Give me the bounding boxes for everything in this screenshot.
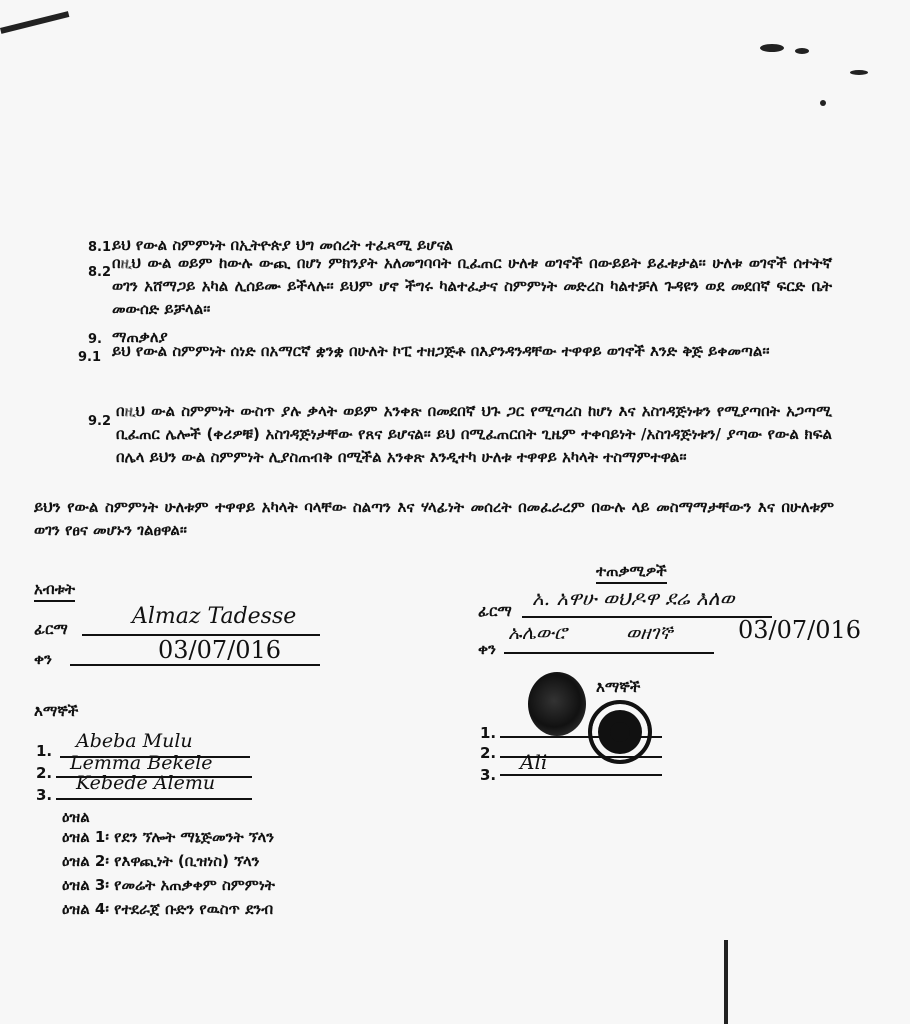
witness-number: 1. (480, 724, 497, 742)
clause-number: 9.1 (78, 350, 102, 365)
witness-line (500, 736, 662, 738)
fingerprint-stamp (528, 672, 586, 736)
right-party-title: ተጠቃሚዎች (596, 560, 667, 584)
witness-signature: Abeba Mulu (76, 730, 193, 752)
scan-speck (795, 48, 809, 54)
right-date-label: ቀን (478, 640, 496, 658)
witness-number: 3. (36, 786, 53, 804)
clause-text: ይህ የውል ስምምነት ሰነድ በአማርኛ ቋንቋ በሁለት ኮፒ ተዘጋጅቶ በእያንዳንዳቸው ተዋዋይ ወገኖች እንድ ቅጅ ይቀመጣል፡፡ (112, 342, 770, 360)
witness-signature: Lemma Bekele (70, 752, 213, 774)
section-title: ማጠቃለያ (112, 328, 168, 346)
right-signature: አ. አዋሁ ወህዶዋ ደሬ እለወ (532, 586, 735, 610)
witness-number: 1. (36, 742, 53, 760)
right-date-prefix: ኡሌውሮ (508, 622, 567, 644)
official-seal (588, 700, 652, 764)
clause-text: ይህ የውል ስምምነት በኢትዮጵያ ህግ መሰረት ተፈጻሚ ይሆናል (112, 236, 454, 254)
left-signature: Almaz Tadesse (132, 604, 297, 629)
left-date-line (70, 664, 320, 666)
left-date-label: ቀን (34, 650, 52, 668)
left-date: 03/07/016 (158, 636, 282, 664)
witness-number: 2. (480, 744, 497, 762)
left-signature-label: ፊርማ (34, 620, 68, 638)
scan-edge-mark (0, 11, 69, 34)
clause-number: 8.2 (88, 265, 112, 280)
witness-number: 2. (36, 764, 53, 782)
witness-signature: Ali (520, 750, 548, 774)
scan-speck (760, 44, 784, 52)
attachment-item: ዕዝል 4፡ የተደራጀ ቡድን የዉስጥ ደንብ (62, 900, 274, 918)
left-party-title: አብቱት (34, 578, 75, 602)
right-signature-label: ፊርማ (478, 602, 512, 620)
clause-number: 8.1 (88, 240, 112, 255)
right-signature-line (522, 616, 772, 618)
clause-text: በዚህ ውል ስምምነት ውስጥ ያሉ ቃላት ወይም አንቀጽ በመደበኛ ህጉ ጋር የሚጣረስ ከሆነ እና አስገዳጅነቱን የሚያጣበት አጋጣሚ ቢፈጠር ሌሎች (ቀሪዎቹ) አስገዳጅነታቸው የጸና ይሆናል፡፡ ይህ በሚፈጠርበት ጊዜም ተቀባይነት /አስገዳጅነቱን/ ያጣው የውል ክፍል በሌላ ይህን ውል ስምምነት ሊያስጠብቅ በሚችል አንቀጽ እንዲተካ ሁለቱ ተዋዋይ አካላት ተስማምተዋል፡፡ (116, 402, 832, 466)
right-date-line (504, 652, 714, 654)
witness-line (500, 774, 662, 776)
attachments-title: ዕዝል (62, 808, 90, 826)
attachment-item: ዕዝል 3፡ የመሬት አጠቃቀም ስምምነት (62, 876, 275, 894)
clause-text: በዚህ ውል ወይም ከውሉ ውጪ በሆነ ምክንያት አለመግባባት ቢፈጠር ሁለቱ ወገኖች በውይይት ይፈቱታል፡፡ ሁለቱ ወገኖች ሰተትኛ ወገን አሸማጋይ አካል ሊሰይሙ ይችላሉ፡፡ ይህም ሆኖ ችግሩ ካልተፈታና ስምምነት መድረስ ካልተቻለ ጉዳዩን ወደ መደበኛ ፍርድ ቤት መውሰድ ይቻላል፡፡ (112, 254, 832, 318)
scan-edge-mark (724, 940, 728, 1024)
right-date-name: ወዘገኞ (626, 622, 673, 644)
section-number: 9. (88, 332, 102, 347)
attachment-item: ዕዝል 2፡ የእዋጪነት (ቢዝነስ) ኘላን (62, 852, 260, 870)
right-witnesses-title: እማኞች (596, 678, 641, 696)
closing-statement: ይህን የውል ስምምነት ሁለቱም ተዋዋይ አካላት ባላቸው ስልጣን እና ሃላፊነት መሰረት በመፈራረም በውሉ ላይ መስማማታቸውን እና በሁለቱም ወገን የፀና መሆኑን ገልፀዋል፡፡ (34, 498, 834, 539)
witness-signature: Kebede Alemu (76, 772, 216, 794)
attachment-item: ዕዝል 1፡ የደን ኘሎት ማኔጅመንት ኘላን (62, 828, 275, 846)
scan-speck (850, 70, 868, 75)
witness-line (56, 798, 252, 800)
clause-number: 9.2 (88, 414, 112, 429)
left-witnesses-title: እማኞች (34, 702, 79, 720)
scan-speck (820, 100, 826, 106)
witness-number: 3. (480, 766, 497, 784)
right-date: 03/07/016 (738, 616, 862, 644)
